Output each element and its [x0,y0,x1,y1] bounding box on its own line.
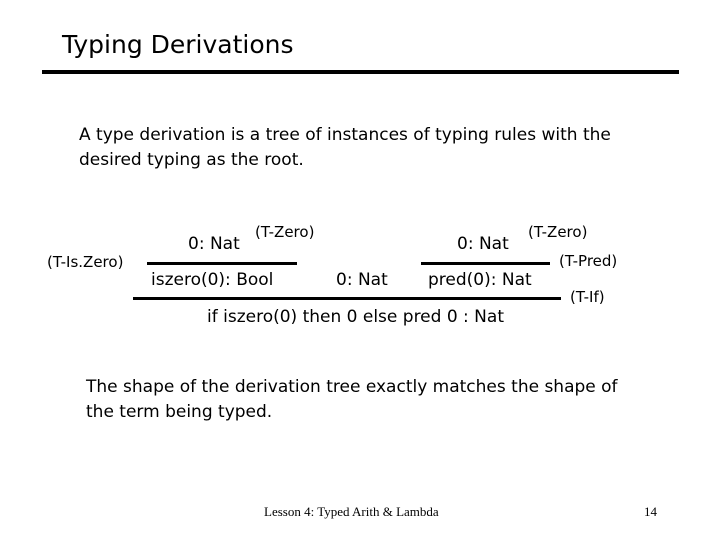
left-inference-bar [147,262,297,265]
left-zero-rule-label: (T-Zero) [255,223,315,241]
right-inference-bar [421,262,550,265]
right-zero-rule-label: (T-Zero) [528,223,588,241]
title-underline [42,70,679,74]
root-rule-label: (T-If) [570,288,605,306]
root-inference-bar [133,297,561,300]
left-conclusion: iszero(0): Bool [151,270,274,290]
right-conclusion: pred(0): Nat [428,270,532,290]
closing-paragraph: The shape of the derivation tree exactly matches the shape of the term being typed. [86,377,618,422]
page-number: 14 [644,504,657,519]
slide-title: Typing Derivations [62,30,294,59]
left-premise: 0: Nat [188,234,240,254]
footer-lesson: Lesson 4: Typed Arith & Lambda [264,504,439,519]
right-rule-label: (T-Pred) [559,252,618,270]
root-conclusion: if iszero(0) then 0 else pred 0 : Nat [207,307,504,327]
left-rule-label: (T-Is.Zero) [47,253,124,271]
middle-premise: 0: Nat [336,270,388,290]
intro-paragraph: A type derivation is a tree of instances of typing rules with the desired typing as the root. [79,125,611,170]
right-premise: 0: Nat [457,234,509,254]
